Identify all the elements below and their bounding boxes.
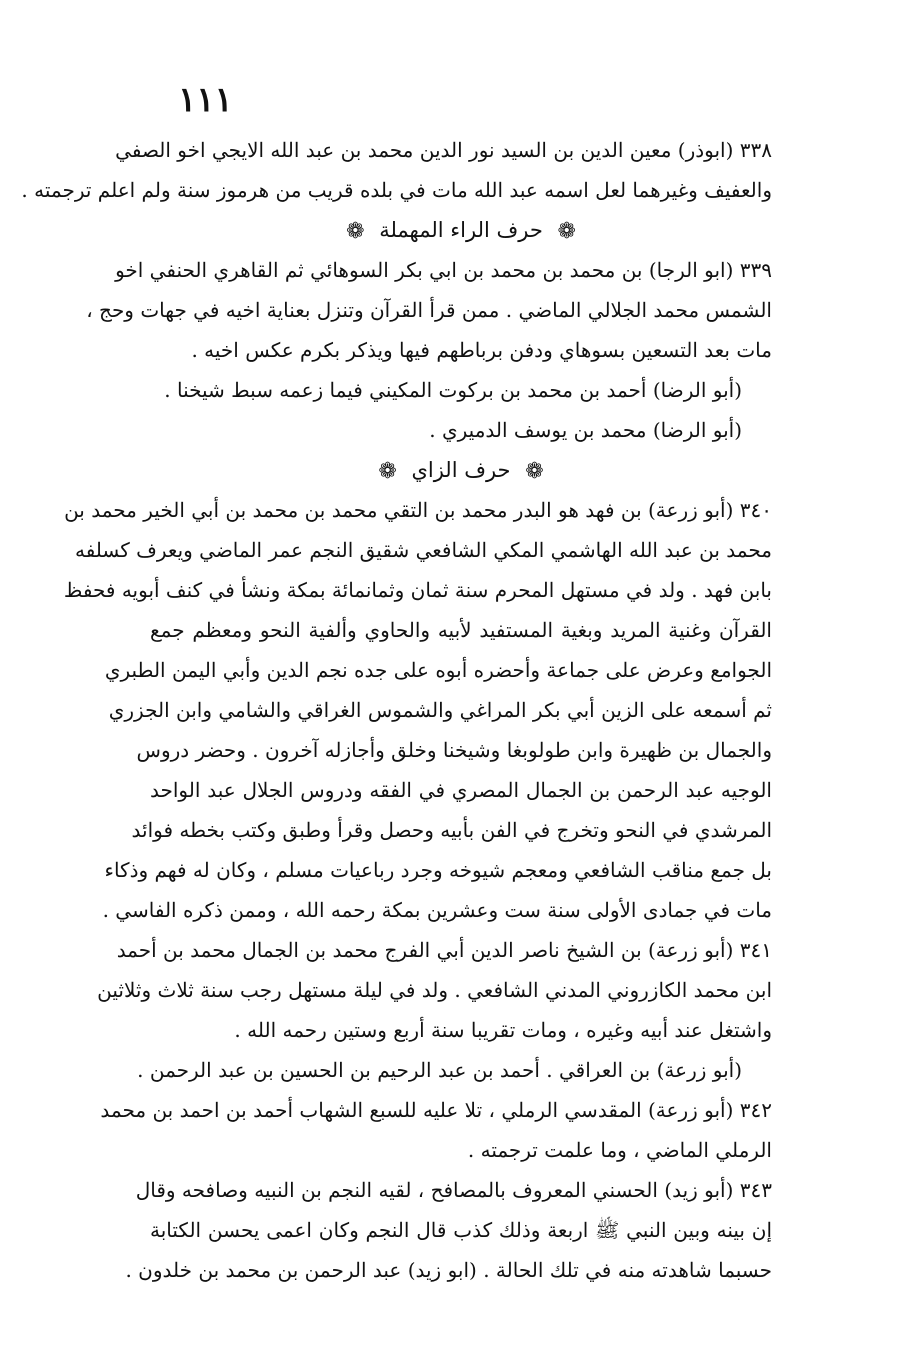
text-line: واشتغل عند أبيه وغيره ، ومات تقريبا سنة أربع وستين رحمه الله . [234, 1018, 772, 1042]
ornament-icon: ❁ [378, 458, 397, 484]
text-line: محمد بن عبد الله الهاشمي المكي الشافعي شقيق النجم عمر الماضي ويعرف كسلفه [74, 538, 772, 562]
main-text [21, 130, 772, 1290]
text-line: (أبو الرضا) محمد بن يوسف الدميري . [429, 418, 742, 442]
text-line: ٣٤٠ (أبو زرعة) بن فهد هو البدر محمد بن التقي محمد بن محمد بن أبي الخير محمد بن [64, 498, 772, 522]
text-line: الرملي الماضي ، وما علمت ترجمته . [467, 1138, 772, 1162]
text-line: والعفيف وغيرهما لعل اسمه عبد الله مات في بلده قريب من هرموز سنة ولم اعلم ترجمته . [21, 178, 772, 202]
ornament-icon: ❁ [346, 218, 365, 244]
text-line: ٣٤٢ (أبو زرعة) المقدسي الرملي ، تلا عليه للسبع الشهاب أحمد بن احمد بن محمد [100, 1098, 772, 1122]
text-line: الجوامع وعرض على جماعة وأحضره أبوه على جده نجم الدين وأبي اليمن الطبري [104, 658, 772, 682]
text-line: الشمس محمد الجلالي الماضي . ممن قرأ القرآن وتنزل بعناية اخيه في جهات وحج ، [86, 298, 772, 322]
text-line: إن بينه وبين النبي ﷺ اربعة وذلك كذب قال النجم وكان اعمى يحسن الكتابة [150, 1218, 772, 1242]
text-line: ٣٤١ (أبو زرعة) بن الشيخ ناصر الدين أبي الفرج محمد بن الجمال محمد بن أحمد [116, 938, 772, 962]
text-line: مات بعد التسعين بسوهاي ودفن برباطهم فيها ويذكر بكرم عكس اخيه . [191, 338, 772, 362]
text-line: حسبما شاهدته منه في تلك الحالة . (ابو زيد) عبد الرحمن بن محمد بن خلدون . [125, 1258, 772, 1282]
ornament-icon: ❁ [557, 218, 576, 244]
text-line: ابن محمد الكازروني المدني الشافعي . ولد في ليلة مستهل رجب سنة ثلاث وثلاثين [97, 978, 772, 1002]
page-number: ١١١ [178, 80, 233, 120]
text-line: ٣٣٩ (ابو الرجا) بن محمد بن محمد بن ابي بكر السوهائي ثم القاهري الحنفي اخو [115, 258, 772, 282]
text-line: الوجيه عبد الرحمن بن الجمال المصري في الفقه ودروس الجلال عبد الواحد [150, 778, 772, 802]
text-line: والجمال بن ظهيرة وابن طولوبغا وشيخنا وخلق وأجازله آخرون . وحضر دروس [136, 738, 772, 762]
text-line: مات في جمادى الأولى سنة ست وعشرين بمكة رحمه الله ، وممن ذكره الفاسي . [102, 898, 772, 922]
section-heading-zay [150, 450, 772, 490]
section-heading-ra [150, 210, 772, 250]
text-line: بابن فهد . ولد في مستهل المحرم سنة ثمان وثمانمائة بمكة ونشأ في كنف أبويه فحفظ [63, 578, 772, 602]
text-line: (أبو الرضا) أحمد بن محمد بن بركوت المكيني فيما زعمه سبط شيخنا . [164, 378, 742, 402]
text-line: ٣٤٣ (أبو زيد) الحسني المعروف بالمصافح ، لقيه النجم بن النبيه وصافحه وقال [135, 1178, 772, 1202]
text-line: المرشدي في النحو وتخرج في الفن بأبيه وحصل وقرأ وطبق وكتب بخطه فوائد [131, 818, 772, 842]
text-line: (أبو زرعة) بن العراقي . أحمد بن عبد الرحيم بن الحسين بن عبد الرحمن . [137, 1058, 742, 1082]
section-heading-text: حرف الراء المهملة [379, 218, 543, 242]
text-line: القرآن وغنية المريد وبغية المستفيد لأبيه والحاوي وألفية النحو ومعظم جمع [150, 618, 772, 642]
text-line: ٣٣٨ (ابوذر) معين الدين بن السيد نور الدين محمد بن عبد الله الايجي اخو الصفي [115, 138, 772, 162]
ornament-icon: ❁ [525, 458, 544, 484]
text-line: بل جمع مناقب الشافعي ومعجم شيوخه وجرد رباعيات مسلم ، وكان له فهم وذكاء [104, 858, 772, 882]
section-heading-text: حرف الزاي [411, 458, 511, 482]
text-line: ثم أسمعه على الزين أبي بكر المراغي والشموس الغراقي والشامي وابن الجزري [108, 698, 772, 722]
